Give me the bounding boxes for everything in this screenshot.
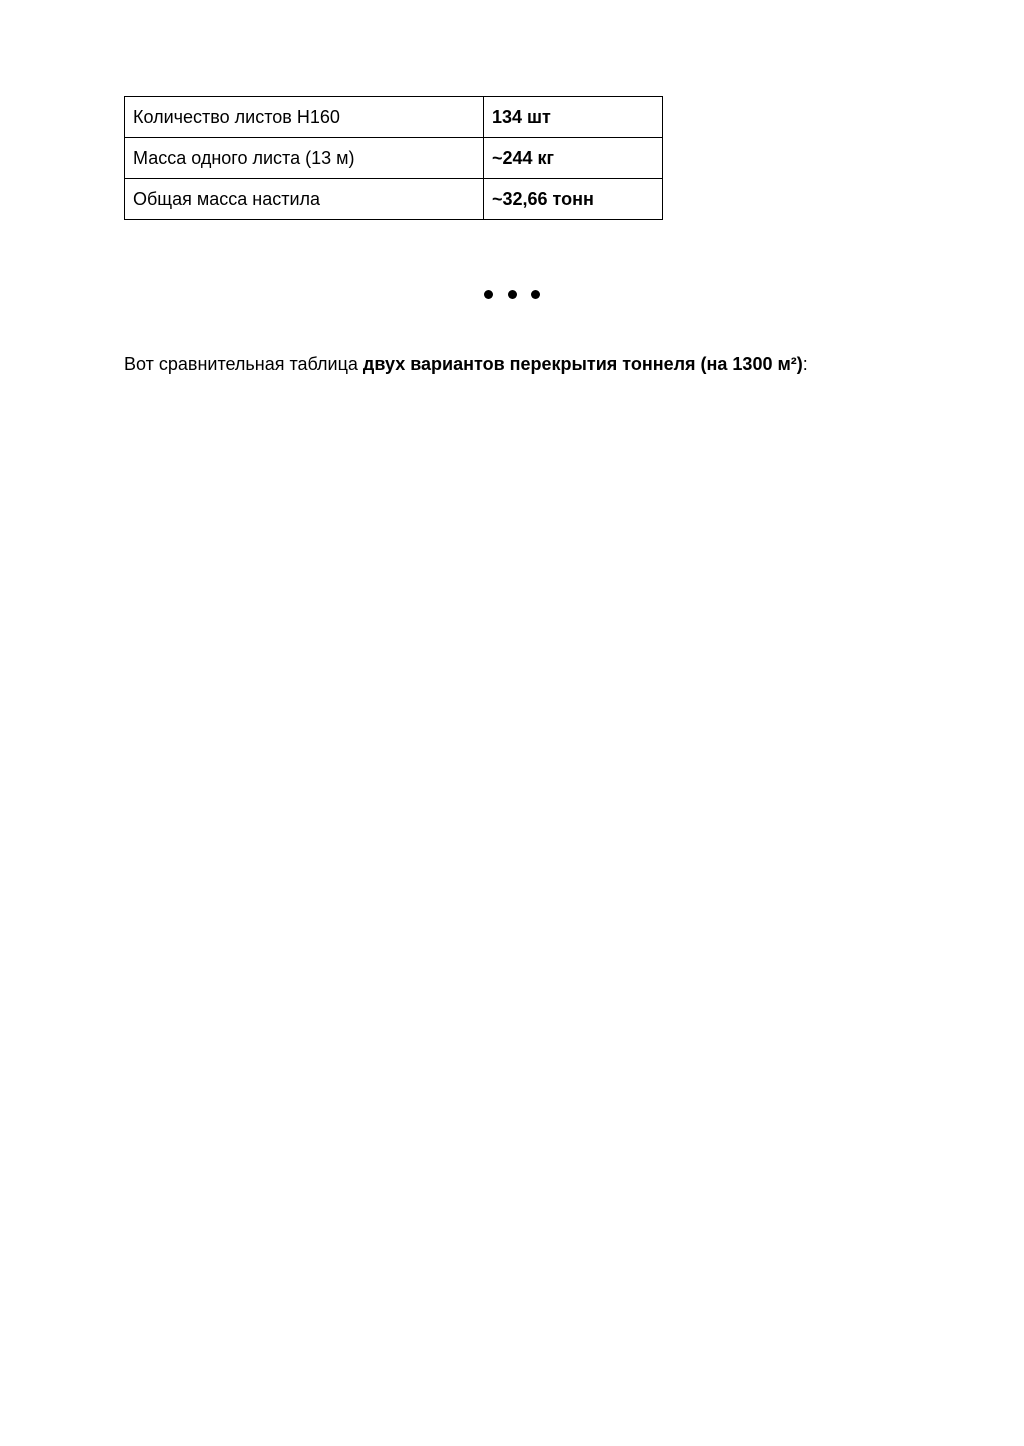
separator-dot-icon	[531, 290, 540, 299]
intro-bold-text: двух вариантов перекрытия тоннеля (на 1300 м²)	[362, 354, 803, 374]
section-separator	[476, 287, 548, 301]
separator-dot-icon	[508, 290, 517, 299]
intro-text: Вот сравнительная таблица	[124, 354, 363, 374]
row-value: 134 шт	[484, 97, 663, 138]
intro-colon: :	[802, 354, 808, 374]
row-label: Масса одного листа (13 м)	[125, 138, 484, 179]
row-label: Количество листов Н160	[125, 97, 484, 138]
summary-table	[124, 96, 663, 220]
row-label: Общая масса настила	[125, 179, 484, 220]
row-value: ~32,66 тонн	[484, 179, 663, 220]
row-value: ~244 кг	[484, 138, 663, 179]
separator-dot-icon	[484, 290, 493, 299]
table-row	[125, 138, 663, 179]
table-row	[125, 179, 663, 220]
intro-paragraph	[124, 352, 808, 376]
table-row	[125, 97, 663, 138]
